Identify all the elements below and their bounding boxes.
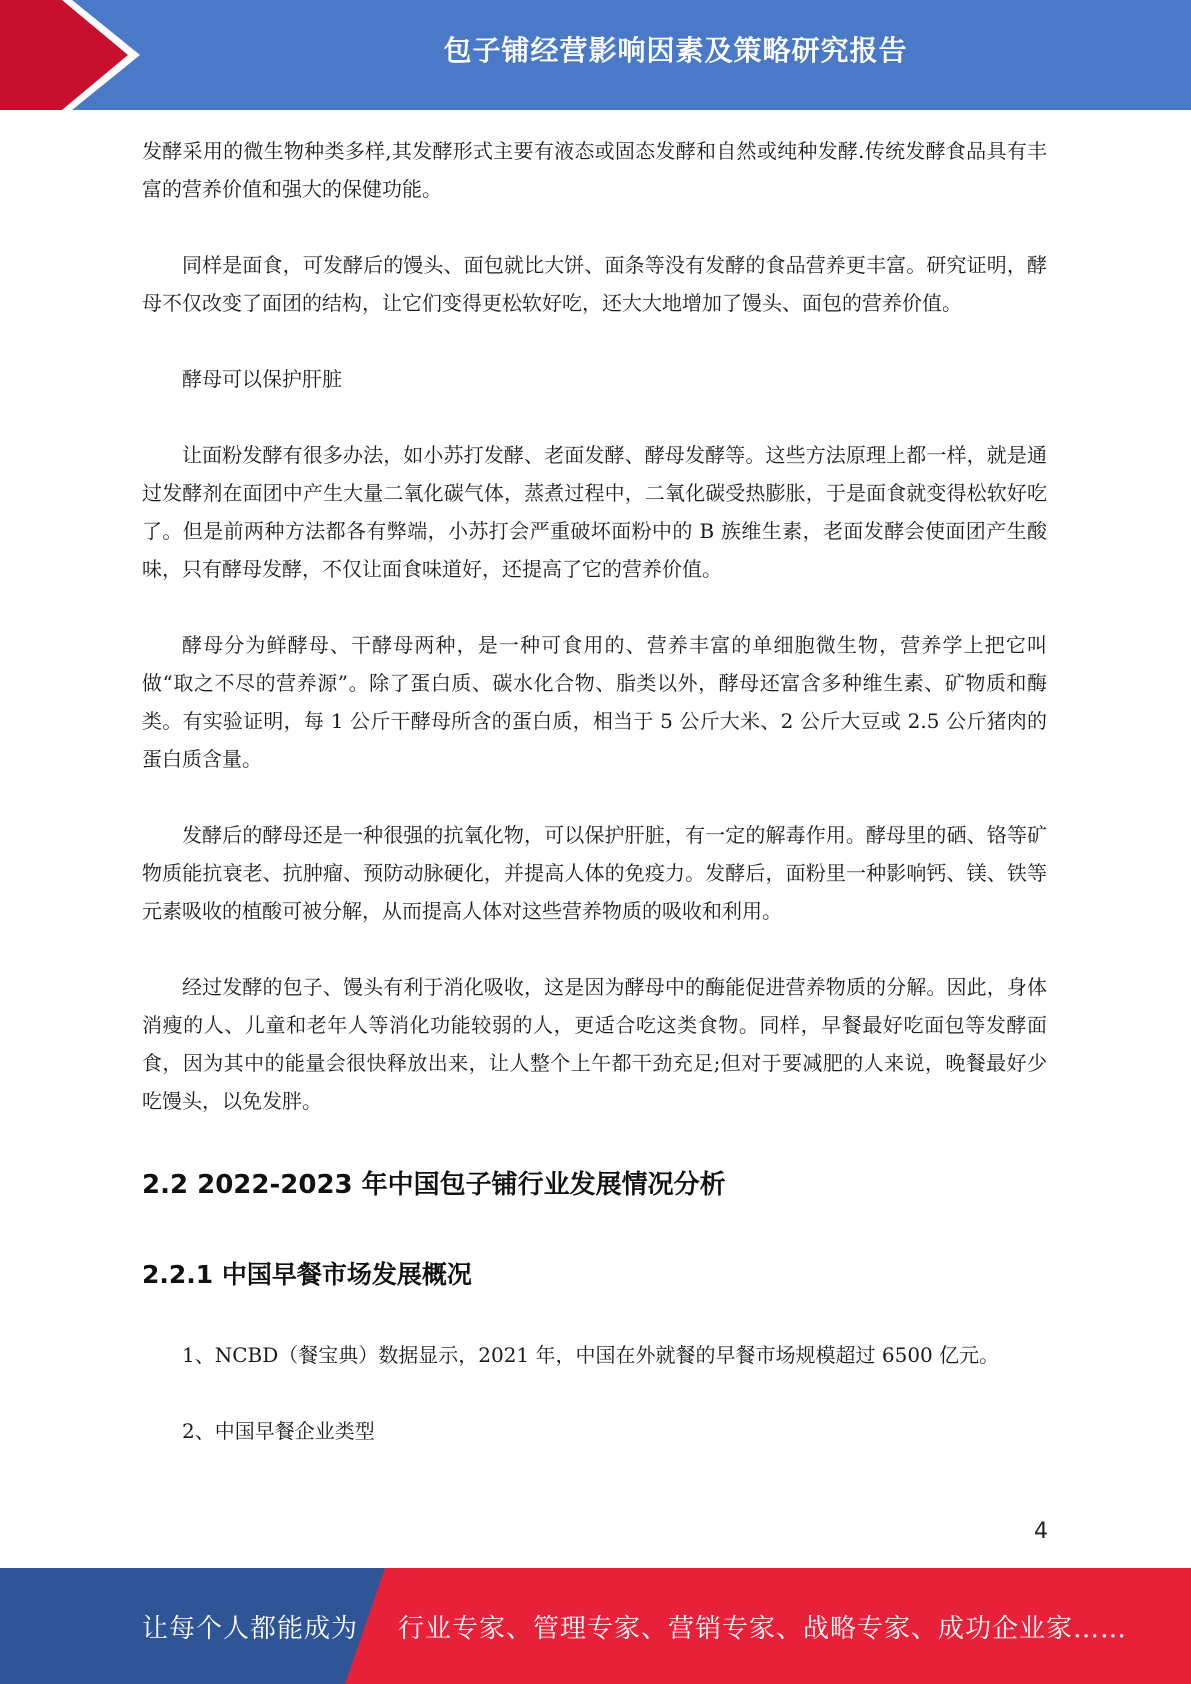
report-title: 包子铺经营影响因素及策略研究报告 — [443, 34, 908, 67]
paragraph: 酵母分为鲜酵母、干酵母两种，是一种可食用的、营养丰富的单细胞微生物，营养学上把它叫做“取之不尽的营养源”。除了蛋白质、碳水化合物、脂类以外，酵母还富含多种维生素、矿物质和酶类。有实验证明，每 1 公斤干酵母所含的蛋白质，相当于 5 公斤大米、2 公斤大豆或 2.5 公斤猪肉的蛋白质含量。 — [142, 633, 1047, 771]
paragraph: 2、中国早餐企业类型 — [182, 1419, 375, 1443]
paragraph: 发酵采用的微生物种类多样,其发酵形式主要有液态或固态发酵和自然或纯种发酵.传统发酵食品具有丰富的营养价值和强大的保健功能。 — [142, 139, 1047, 201]
section-heading: 2.2 2022-2023 年中国包子铺行业发展情况分析 — [142, 1170, 726, 1200]
page-header — [0, 0, 1191, 110]
paragraph: 酵母可以保护肝脏 — [182, 367, 342, 391]
footer-slogan-left: 让每个人都能成为 — [142, 1613, 359, 1644]
paragraph: 同样是面食，可发酵后的馒头、面包就比大饼、面条等没有发酵的食品营养更丰富。研究证明，酵母不仅改变了面团的结构，让它们变得更松软好吃，还大大地增加了馒头、面包的营养价值。 — [142, 253, 1047, 315]
subsection-heading: 2.2.1 中国早餐市场发展概况 — [142, 1260, 472, 1289]
page-content — [142, 132, 1047, 1450]
header-arrow-decoration — [0, 0, 160, 110]
page-number: 4 — [1034, 1519, 1048, 1544]
paragraph: 发酵后的酵母还是一种很强的抗氧化物，可以保护肝脏，有一定的解毒作用。酵母里的硒、铬等矿物质能抗衰老、抗肿瘤、预防动脉硬化，并提高人体的免疫力。发酵后，面粉里一种影响钙、镁、铁等元素吸收的植酸可被分解，从而提高人体对这些营养物质的吸收和利用。 — [142, 823, 1047, 923]
paragraph: 1、NCBD（餐宝典）数据显示，2021 年，中国在外就餐的早餐市场规模超过 6500 亿元。 — [182, 1343, 1000, 1367]
paragraph: 经过发酵的包子、馒头有利于消化吸收，这是因为酵母中的酶能促进营养物质的分解。因此，身体消瘦的人、儿童和老年人等消化功能较弱的人，更适合吃这类食物。同样，早餐最好吃面包等发酵面食，因为其中的能量会很快释放出来，让人整个上午都干劲充足;但对于要减肥的人来说，晚餐最好少吃馒头，以免发胖。 — [142, 975, 1047, 1113]
footer-slogan-right: 行业专家、管理专家、营销专家、战略专家、成功企业家…… — [398, 1613, 1128, 1644]
page-footer — [0, 1568, 1191, 1684]
paragraph: 让面粉发酵有很多办法，如小苏打发酵、老面发酵、酵母发酵等。这些方法原理上都一样，就是通过发酵剂在面团中产生大量二氧化碳气体，蒸煮过程中，二氧化碳受热膨胀，于是面食就变得松软好吃了。但是前两种方法都各有弊端，小苏打会严重破坏面粉中的 B 族维生素，老面发酵会使面团产生酸味，只有酵母发酵，不仅让面食味道好，还提高了它的营养价值。 — [142, 443, 1047, 581]
